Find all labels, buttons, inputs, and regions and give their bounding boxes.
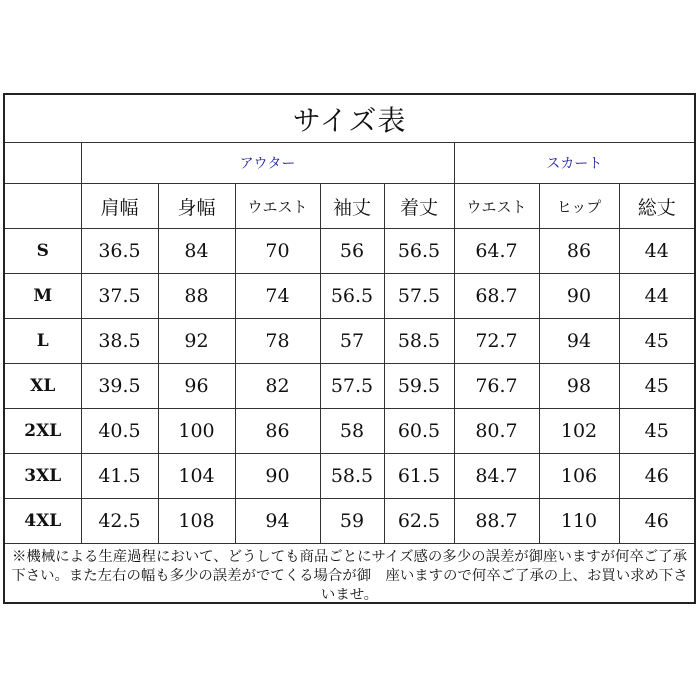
table-cell: 57.5 <box>384 274 454 319</box>
table-cell: 44 <box>619 274 694 319</box>
table-cell: 76.7 <box>454 364 539 409</box>
table-cell: 84.7 <box>454 454 539 499</box>
table-cell: 45 <box>619 409 694 454</box>
column-header-sleeve-length: 袖丈 <box>320 184 384 229</box>
size-label: XL <box>5 364 81 409</box>
table-cell: 59 <box>320 499 384 544</box>
table-cell: 82 <box>235 364 320 409</box>
table-row <box>5 499 694 544</box>
column-header-body-width: 身幅 <box>158 184 235 229</box>
table-row <box>5 229 694 274</box>
table-cell: 42.5 <box>81 499 158 544</box>
table-cell: 44 <box>619 229 694 274</box>
table-cell: 62.5 <box>384 499 454 544</box>
table-cell: 100 <box>158 409 235 454</box>
table-cell: 80.7 <box>454 409 539 454</box>
table-cell: 86 <box>539 229 619 274</box>
table-cell: 58.5 <box>320 454 384 499</box>
size-chart <box>3 93 696 604</box>
table-cell: 46 <box>619 499 694 544</box>
table-cell: 88.7 <box>454 499 539 544</box>
column-header-length: 着丈 <box>384 184 454 229</box>
table-cell: 45 <box>619 364 694 409</box>
table-cell: 46 <box>619 454 694 499</box>
table-cell: 94 <box>235 499 320 544</box>
size-label: 4XL <box>5 499 81 544</box>
table-cell: 88 <box>158 274 235 319</box>
column-header-skirt-waist: ウエスト <box>454 184 539 229</box>
size-label: S <box>5 229 81 274</box>
table-cell: 108 <box>158 499 235 544</box>
table-cell: 37.5 <box>81 274 158 319</box>
table-cell: 59.5 <box>384 364 454 409</box>
size-label: L <box>5 319 81 364</box>
table-cell: 56.5 <box>320 274 384 319</box>
table-cell: 39.5 <box>81 364 158 409</box>
table-cell: 61.5 <box>384 454 454 499</box>
table-cell: 96 <box>158 364 235 409</box>
table-cell: 98 <box>539 364 619 409</box>
table-cell: 58 <box>320 409 384 454</box>
table-cell: 56.5 <box>384 229 454 274</box>
table-cell: 90 <box>235 454 320 499</box>
table-cell: 92 <box>158 319 235 364</box>
column-header-total-length: 総丈 <box>619 184 694 229</box>
size-table <box>5 95 694 609</box>
table-row <box>5 454 694 499</box>
table-cell: 57 <box>320 319 384 364</box>
table-cell: 38.5 <box>81 319 158 364</box>
table-cell: 40.5 <box>81 409 158 454</box>
table-cell: 36.5 <box>81 229 158 274</box>
size-rows <box>5 229 694 544</box>
table-cell: 102 <box>539 409 619 454</box>
column-header-hip: ヒップ <box>539 184 619 229</box>
table-cell: 110 <box>539 499 619 544</box>
table-row <box>5 274 694 319</box>
table-cell: 68.7 <box>454 274 539 319</box>
corner-cell-size <box>5 184 81 229</box>
table-row <box>5 364 694 409</box>
table-row <box>5 409 694 454</box>
table-cell: 84 <box>158 229 235 274</box>
group-header-skirt: スカート <box>454 143 694 184</box>
table-cell: 57.5 <box>320 364 384 409</box>
table-cell: 60.5 <box>384 409 454 454</box>
column-header-shoulder: 肩幅 <box>81 184 158 229</box>
page-title: サイズ表 <box>5 95 694 143</box>
table-cell: 74 <box>235 274 320 319</box>
table-cell: 70 <box>235 229 320 274</box>
size-label: 3XL <box>5 454 81 499</box>
table-cell: 45 <box>619 319 694 364</box>
table-cell: 78 <box>235 319 320 364</box>
table-cell: 72.7 <box>454 319 539 364</box>
table-cell: 90 <box>539 274 619 319</box>
size-label: 2XL <box>5 409 81 454</box>
table-row <box>5 319 694 364</box>
disclaimer-note: ※機械による生産過程において、どうしても商品ごとにサイズ感の多少の誤差が御座いますが何卒ご了承下さい。また左右の幅も多少の誤差がでてくる場合が御 座いますので何卒ご了承の上、お買い求め下さいませ。 <box>5 544 694 610</box>
table-cell: 94 <box>539 319 619 364</box>
table-cell: 41.5 <box>81 454 158 499</box>
table-cell: 64.7 <box>454 229 539 274</box>
table-cell: 104 <box>158 454 235 499</box>
table-cell: 86 <box>235 409 320 454</box>
table-cell: 56 <box>320 229 384 274</box>
size-label: M <box>5 274 81 319</box>
corner-cell <box>5 143 81 184</box>
group-header-outer: アウター <box>81 143 454 184</box>
column-header-outer-waist: ウエスト <box>235 184 320 229</box>
table-cell: 58.5 <box>384 319 454 364</box>
table-cell: 106 <box>539 454 619 499</box>
